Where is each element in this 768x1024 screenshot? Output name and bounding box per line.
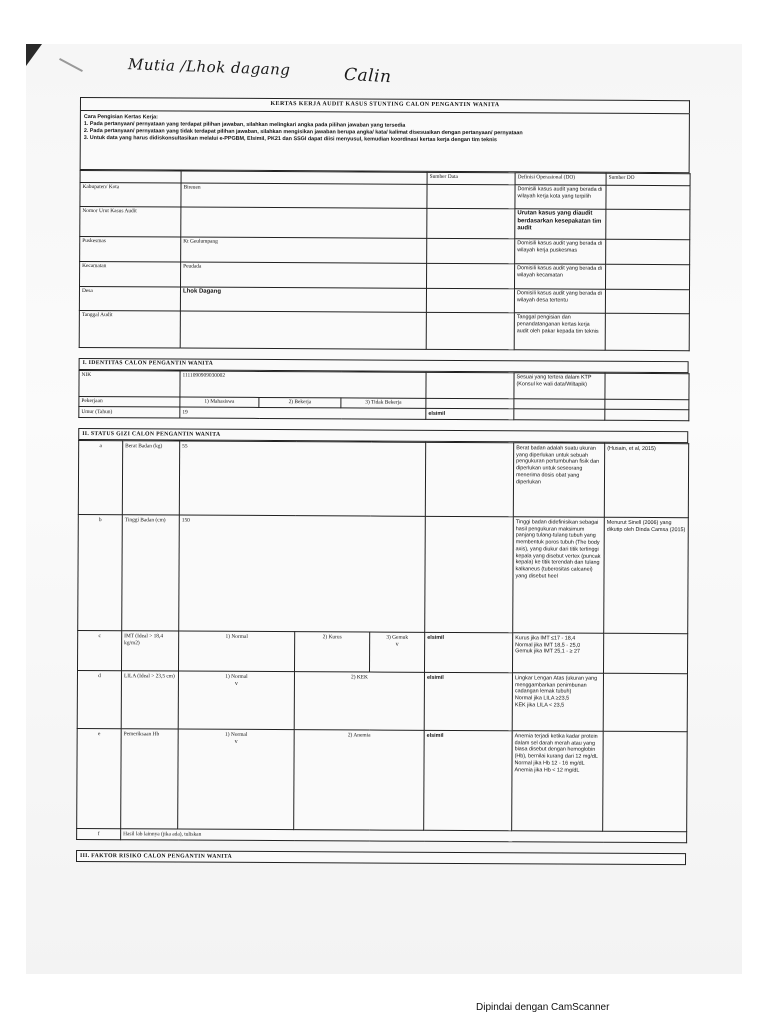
- row-no: d: [77, 671, 121, 729]
- row-no: a: [78, 441, 122, 515]
- do-kecamatan: Domisili kasus audit yang berada di wilayah kecamatan: [515, 263, 606, 288]
- instructions-block: [80, 109, 690, 172]
- sumber-cell[interactable]: [425, 517, 514, 633]
- sumber-cell[interactable]: [427, 208, 515, 238]
- sumber-cell[interactable]: [427, 184, 515, 208]
- option-bekerja[interactable]: 2) Bekerja: [259, 397, 341, 408]
- instruction-line: 3. Untuk data yang harus didiskonsultasikan melalui e-PPGBM, Elsimil, PK21 dan SSGI dapat diisi menyusul, kemudian koordinasi kertas kerja dengan tim teknis: [83, 134, 497, 143]
- option-normal-label: 1) Normal: [225, 673, 248, 680]
- check-mark: v: [395, 641, 399, 648]
- check-mark: v: [234, 680, 238, 687]
- option-anemia[interactable]: 2) Anemia: [294, 730, 425, 831]
- identity-table: [78, 370, 689, 422]
- label-nomor-urut: Nomor Urut Kasus Audit: [80, 206, 181, 237]
- scan-dark-corner: [26, 44, 42, 66]
- ref-cell: [605, 289, 689, 313]
- value-nik[interactable]: 1111090909030002: [180, 371, 426, 398]
- section-1-title: I. IDENTITAS CALON PENGANTIN WANITA: [79, 357, 689, 372]
- header-definisi: Definisi Operasional (DO): [515, 172, 606, 184]
- ref-cell: [603, 732, 688, 832]
- value-kecamatan[interactable]: Peudada: [181, 262, 427, 288]
- label-kecamatan: Kecamatan: [80, 261, 181, 287]
- option-normal[interactable]: 1) Normal: [178, 631, 294, 672]
- ref-cell: [606, 209, 690, 239]
- ref-cell: [605, 373, 689, 399]
- source-umur[interactable]: elsimil: [426, 409, 514, 420]
- label-tanggal: Tanggal Audit: [79, 310, 180, 348]
- label-tinggi: Tinggi Badan (cm): [122, 515, 180, 631]
- source-lila[interactable]: elsimil: [424, 673, 512, 731]
- do-kabupaten: Domisili kasus audit yang berada di wilayah kerja kota yang terpilih: [515, 184, 606, 208]
- label-pekerjaan: Pekerjaan: [79, 396, 180, 407]
- sumber-cell[interactable]: [427, 238, 515, 263]
- sumber-cell[interactable]: [426, 312, 514, 349]
- ref-cell: [605, 410, 689, 421]
- value-desa[interactable]: Lhok Dagang: [180, 287, 426, 312]
- header-empty: [80, 170, 181, 183]
- label-imt: IMT (Ideal > 18,4 kg/m2): [121, 631, 178, 671]
- value-nomor-urut[interactable]: [181, 207, 427, 238]
- general-info-table: [79, 169, 691, 350]
- value-berat[interactable]: 55: [179, 441, 425, 516]
- camscanner-footer: Dipindai dengan CamScanner: [476, 1002, 610, 1013]
- ref-cell: [604, 634, 688, 674]
- value-puskesmas[interactable]: Kt Geulumpang: [181, 237, 427, 263]
- do-desa: Domisili kasus audit yang berada di wilayah desa tertentu: [514, 288, 605, 312]
- do-imt: Kurus jika IMT ≤17 - 18,4 Normal jika IMT 18,5 - 25,0 Gemuk jika IMT 25,1 - ≥ 27: [513, 633, 604, 673]
- source-imt[interactable]: elsimil: [425, 633, 513, 673]
- label-lila: LILA (Ideal > 23,5 cm): [121, 671, 178, 729]
- option-tidak-bekerja[interactable]: 3) Tidak Bekerja: [341, 398, 426, 409]
- ref-cell: [606, 185, 690, 209]
- row-no: c: [77, 631, 121, 671]
- ref-berat: (Husain, et al, 2015): [604, 444, 688, 518]
- value-kabupaten[interactable]: Bireuen: [181, 183, 427, 208]
- section-3-title: III. FAKTOR RISIKO CALON PENGANTIN WANITA: [76, 850, 686, 865]
- sumber-cell[interactable]: [426, 288, 514, 312]
- option-gemuk-label: 3) Gemuk: [386, 634, 409, 641]
- value-umur[interactable]: 19: [180, 408, 426, 420]
- label-umur: Umur (Tahun): [79, 407, 180, 418]
- option-gemuk[interactable]: [369, 632, 424, 672]
- do-cell: [514, 409, 605, 420]
- option-mahasiswa[interactable]: 1) Mahasiswa: [180, 397, 259, 408]
- do-nik: Sesuai yang tertera dalam KTP (Konsul ke wali data/Wiltapik): [514, 373, 605, 399]
- form-title: KERTAS KERJA AUDIT KASUS STUNTING CALON PENGANTIN WANITA: [80, 97, 690, 113]
- label-nik: NIK: [79, 370, 180, 397]
- sumber-cell[interactable]: [426, 372, 514, 398]
- row-no: b: [78, 515, 123, 631]
- handwritten-label: Calin: [343, 64, 392, 88]
- label-puskesmas: Puskesmas: [80, 236, 181, 262]
- sumber-cell[interactable]: [426, 398, 514, 409]
- label-desa: Desa: [79, 286, 180, 311]
- option-kurus[interactable]: 2) Kurus: [294, 632, 369, 672]
- ref-cell: [605, 313, 689, 350]
- option-normal-label: 1) Normal: [224, 731, 248, 738]
- value-tinggi[interactable]: 150: [179, 515, 426, 632]
- do-tinggi: Tinggi badan didefinisikan sebagai hasil pengukuran maksimum panjang tulang-tulang tubuh yang membentuk poros tubuh (The body axis), yang diukur dari titik tertinggi kepala yang disebut vertex (puncak kepala) ke titik terendah dan tulang kalkaneus (tuberositas calcanei) yang disebut heel: [513, 517, 605, 633]
- do-puskesmas: Domisili kasus audit yang berada di wilayah kerja puskesmas: [515, 238, 606, 263]
- ref-cell: [603, 674, 687, 732]
- ref-cell: [606, 239, 690, 264]
- sumber-cell[interactable]: [425, 443, 513, 517]
- instructions-heading: Cara Pengisian Kertas Kerja:: [83, 113, 158, 120]
- source-hb[interactable]: elsimil: [424, 731, 513, 831]
- ref-cell: [606, 264, 690, 289]
- header-sumber-do: Sumber DO: [606, 173, 690, 185]
- label-kabupaten: Kabupaten/ Kota: [80, 182, 181, 207]
- nutrition-table: [76, 440, 689, 843]
- option-normal[interactable]: [178, 729, 295, 830]
- instruction-line: 1. Pada pertanyaan/ pernyataan yang terdapat pilihan jawaban, silahkan melingkari angka pada pilihan jawaban yang tersedia: [83, 121, 406, 129]
- option-normal[interactable]: [178, 671, 294, 730]
- do-hb: Anemia terjadi ketika kadar protein dalam sel darah merah atau yang biasa disebut dengan hemoglobin (Hb), bernilai kurang dari 12 mg/dL Normal jika Hb 12 - 16 mg/dL Anemia jika Hb < 12 mg/dL: [512, 731, 604, 831]
- do-berat: Berat badan adalah suatu ukuran yang diperlukan untuk sebuah pengukuran pertumbuhan fisik dan diperlukan untuk seseorang menerima dosis obat yang diperlukan: [513, 443, 604, 517]
- do-nomor-urut: Urutan kasus yang diaudit berdasarkan kesepakatan tim audit: [515, 208, 606, 238]
- audit-form: [76, 97, 690, 866]
- label-lab-lainnya[interactable]: Hasil lab lainnya (jika ada), tuliskan: [121, 829, 687, 843]
- row-no: f: [77, 829, 121, 840]
- value-tanggal[interactable]: [180, 311, 426, 349]
- label-hb: Pemeriksaan Hb: [121, 729, 179, 829]
- ref-cell: [605, 399, 689, 410]
- header-sumber-data: Sumber Data: [427, 172, 515, 184]
- check-mark: v: [234, 738, 238, 745]
- row-no: e: [77, 729, 122, 829]
- instruction-line: 2. Pada pertanyaan/ pernyataan yang tidak terdapat pilihan jawaban, silahkan mengisikan jawaban berupa angka/ kata/ kalimat disesuaikan dengan pertanyaan/ pernyataan: [83, 128, 523, 137]
- ref-tinggi: Menurut Sinell (2006) yang dikutip oleh Dinda Camsa (2015): [604, 518, 689, 634]
- sumber-cell[interactable]: [427, 263, 515, 288]
- do-cell: [514, 399, 605, 410]
- option-kek[interactable]: 2) KEK: [294, 672, 424, 731]
- label-berat: Berat Badan (kg): [122, 441, 179, 515]
- do-tanggal: Tanggal pengisian dan penandatanganan kertas kerja audit oleh pakar kepada tim teknis: [514, 312, 605, 349]
- handwritten-location: Mutia /Lhok dagang: [127, 55, 291, 79]
- section-2-title: II. STATUS GIZI CALON PENGANTIN WANITA: [78, 428, 688, 443]
- do-lila: Lingkar Lengan Atas (ukuran yang menggambarkan penimbunan cadangan lemak tubuh) Normal jika LILA ≥23,5 KEK jika LILA < 23,5: [512, 673, 603, 731]
